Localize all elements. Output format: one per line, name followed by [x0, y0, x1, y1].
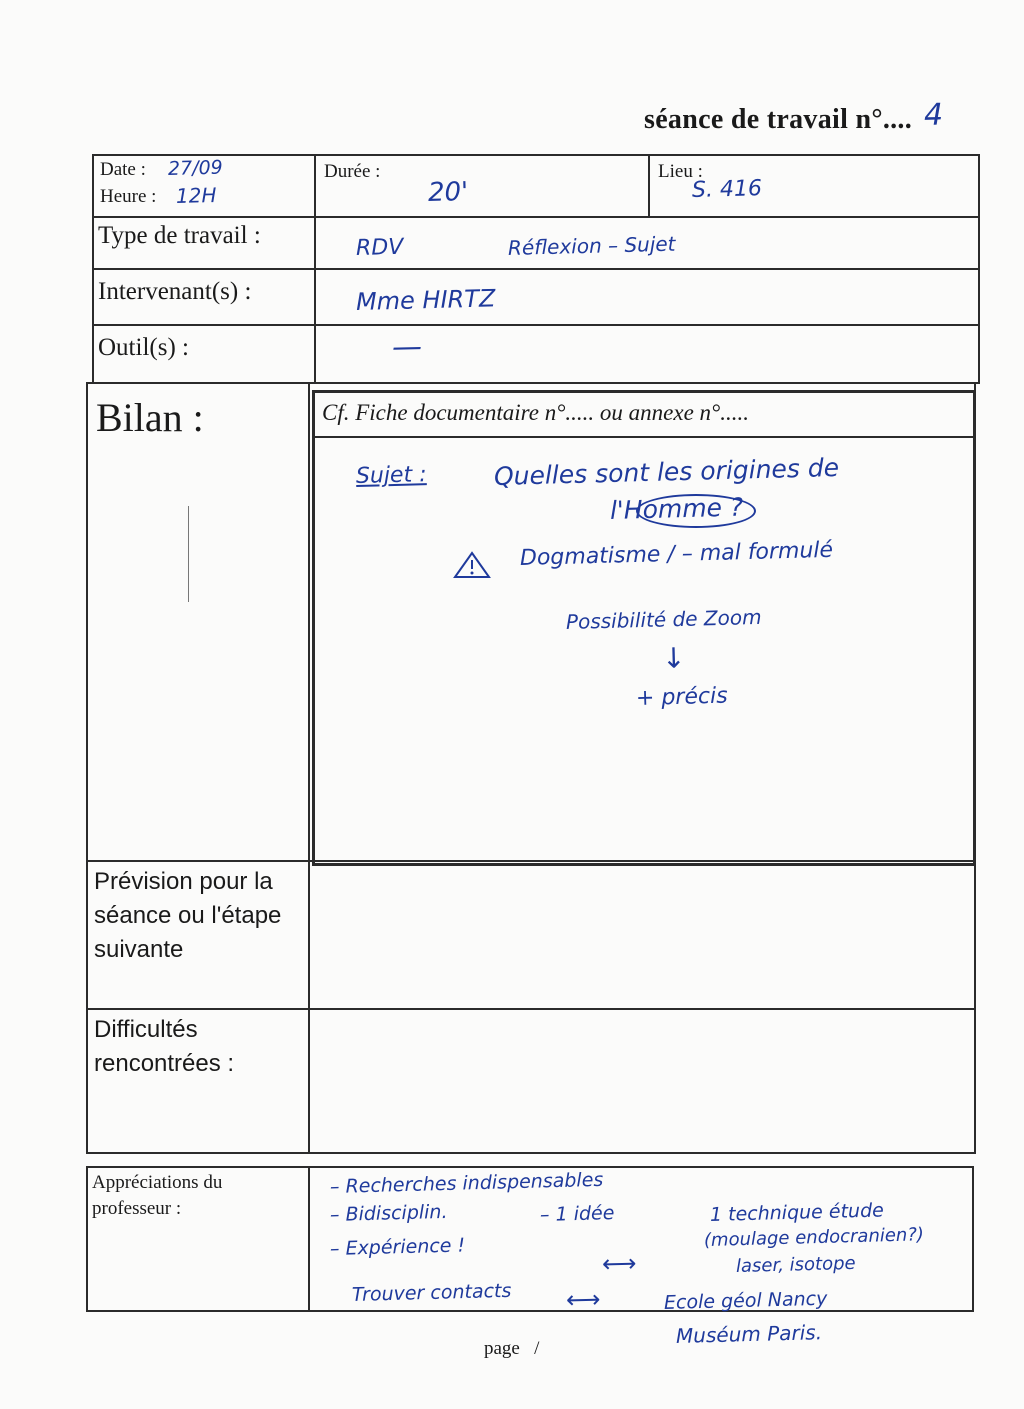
- heure-value: 12H: [175, 182, 217, 208]
- precis-text: + précis: [635, 683, 728, 711]
- appr-line-5b: Ecole géol Nancy: [663, 1287, 828, 1314]
- appr-line-2c: 1 technique étude: [709, 1199, 885, 1226]
- bilan-reference: Cf. Fiche documentaire n°..... ou annexe n°.....: [322, 400, 749, 425]
- appr-arrow-1: ⟷: [601, 1249, 637, 1278]
- down-arrow-icon: ↓: [661, 641, 686, 675]
- heure-label: Heure :: [100, 186, 157, 207]
- duree-value: 20': [427, 176, 469, 208]
- sujet-line-2: l'Homme ?: [609, 492, 744, 525]
- date-value: 27/09: [167, 156, 224, 180]
- sujet-line-1: Quelles sont les origines de: [493, 452, 840, 491]
- appreciations-label-1: Appréciations du: [92, 1172, 223, 1193]
- difficultes-label-1: Difficultés: [94, 1016, 198, 1043]
- warning-icon: [452, 550, 492, 580]
- session-number: 4: [923, 97, 944, 133]
- appr-line-3a: – Expérience !: [329, 1234, 466, 1260]
- appr-line-5a: Trouver contacts: [351, 1279, 512, 1306]
- homme-circle: [636, 494, 756, 528]
- warning-text: Dogmatisme / – mal formulé: [519, 537, 834, 571]
- appr-line-4: laser, isotope: [735, 1252, 856, 1277]
- appr-line-2a: – Bidisciplin.: [329, 1200, 448, 1226]
- type-label: Type de travail :: [98, 222, 261, 249]
- appr-line-1: – Recherches indispensables: [329, 1168, 604, 1198]
- prevision-label-1: Prévision pour la: [94, 868, 273, 895]
- lieu-label: Lieu :: [658, 161, 703, 182]
- difficultes-label-2: rencontrées :: [94, 1050, 235, 1077]
- outil-label: Outil(s) :: [98, 334, 189, 361]
- appr-line-3b: (moulage endocranien?): [703, 1224, 925, 1251]
- appr-arrow-2: ⟷: [565, 1285, 601, 1314]
- page-title: [644, 104, 912, 136]
- outil-value: —: [391, 329, 423, 365]
- zoom-text: Possibilité de Zoom: [565, 604, 762, 634]
- prevision-label-3: suivante: [94, 936, 184, 963]
- appreciations-label-2: professeur :: [92, 1198, 182, 1219]
- intervenant-value: Mme HIRTZ: [355, 284, 496, 316]
- duree-label: Durée :: [324, 161, 381, 182]
- type-value-reflexion: Réflexion – Sujet: [507, 231, 676, 260]
- bilan-label: Bilan :: [96, 395, 204, 440]
- page-footer: page /: [484, 1338, 540, 1359]
- appr-line-6: Muséum Paris.: [675, 1320, 823, 1348]
- intervenant-label: Intervenant(s) :: [98, 278, 252, 305]
- prevision-label-2: séance ou l'étape: [94, 902, 282, 929]
- lieu-value: S. 416: [691, 176, 763, 203]
- date-label: Date :: [100, 159, 146, 180]
- sujet-label: Sujet :: [355, 462, 427, 489]
- margin-mark: [188, 506, 189, 602]
- title-text: séance de travail n°....: [644, 104, 913, 135]
- appr-line-2b: – 1 idée: [539, 1202, 615, 1226]
- type-value-rdv: RDV: [355, 234, 404, 261]
